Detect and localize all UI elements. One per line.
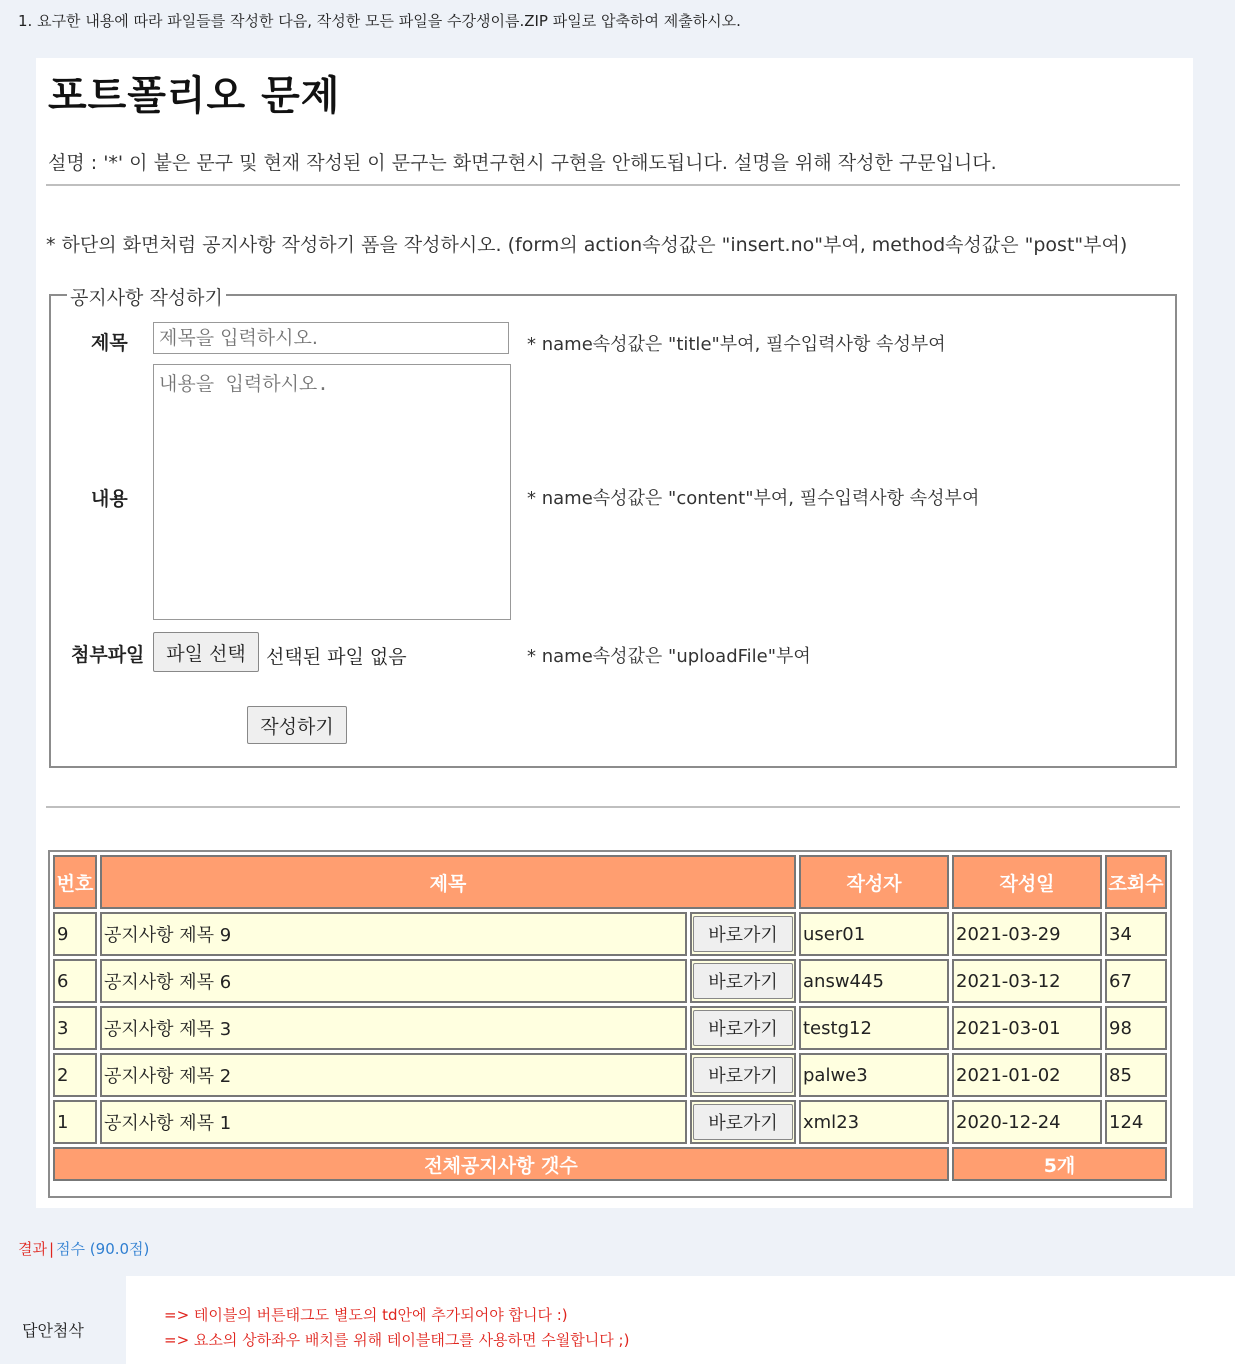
cell-date: 2021-01-02 [952, 1053, 1102, 1097]
content-note: * name속성값은 "content"부여, 필수입력사항 속성부여 [527, 488, 980, 509]
goto-button[interactable]: 바로가기 [693, 1057, 793, 1093]
table-row [53, 1053, 1167, 1097]
divider-top [46, 184, 1180, 186]
cell-date: 2021-03-12 [952, 959, 1102, 1003]
header-no: 번호 [53, 855, 97, 909]
footer-count: 5개 [952, 1147, 1167, 1181]
cell-date: 2021-03-29 [952, 912, 1102, 956]
instruction-text: * 하단의 화면처럼 공지사항 작성하기 폼을 작성하시오. (form의 action속성값은 "insert.no"부여, method속성값은 "post"부여) [46, 234, 1128, 256]
answer-feedback-box [126, 1276, 1235, 1364]
cell-goto [690, 912, 796, 956]
cell-title: 공지사항 제목 3 [100, 1006, 687, 1050]
result-separator: | [48, 1240, 55, 1258]
cell-author: answ445 [799, 959, 949, 1003]
cell-views: 98 [1105, 1006, 1167, 1050]
header-author: 작성자 [799, 855, 949, 909]
score-text: 점수 (90.0점) [56, 1240, 150, 1258]
cell-goto [690, 1100, 796, 1144]
title-input[interactable] [153, 322, 509, 354]
file-note: * name속성값은 "uploadFile"부여 [527, 646, 811, 667]
cell-no: 9 [53, 912, 97, 956]
header-date: 작성일 [952, 855, 1102, 909]
cell-author: user01 [799, 912, 949, 956]
file-select-button[interactable]: 파일 선택 [153, 632, 259, 672]
content-textarea[interactable] [153, 364, 511, 620]
result-label: 결과 [18, 1240, 47, 1258]
question-text: 1. 요구한 내용에 따라 파일들를 작성한 다음, 작성한 모든 파일을 수강생이름.ZIP 파일로 압축하여 제출하시오. [18, 12, 741, 30]
cell-title: 공지사항 제목 9 [100, 912, 687, 956]
goto-button[interactable]: 바로가기 [693, 1010, 793, 1046]
page-title: 포트폴리오 문제 [48, 73, 341, 119]
submit-button[interactable]: 작성하기 [247, 706, 347, 744]
answer-label: 답안첨삭 [22, 1321, 84, 1340]
table-footer-row [53, 1147, 1167, 1181]
cell-no: 6 [53, 959, 97, 1003]
cell-title: 공지사항 제목 2 [100, 1053, 687, 1097]
goto-button[interactable]: 바로가기 [693, 916, 793, 952]
header-views: 조회수 [1105, 855, 1167, 909]
notice-form-fieldset [49, 287, 1177, 768]
content-label: 내용 [91, 488, 128, 510]
header-title: 제목 [100, 855, 796, 909]
problem-panel [36, 58, 1193, 1208]
cell-views: 34 [1105, 912, 1167, 956]
cell-title: 공지사항 제목 1 [100, 1100, 687, 1144]
cell-author: palwe3 [799, 1053, 949, 1097]
notice-table-wrapper [48, 850, 1172, 1198]
cell-goto [690, 1006, 796, 1050]
cell-views: 124 [1105, 1100, 1167, 1144]
goto-button[interactable]: 바로가기 [693, 963, 793, 999]
cell-author: xml23 [799, 1100, 949, 1144]
cell-no: 3 [53, 1006, 97, 1050]
file-label: 첨부파일 [71, 644, 145, 666]
cell-author: testg12 [799, 1006, 949, 1050]
table-row [53, 1100, 1167, 1144]
feedback-line: => 테이블의 버튼태그도 별도의 td안에 추가되어야 합니다 :) [164, 1306, 568, 1324]
description-text: 설명 : '*' 이 붙은 문구 및 현재 작성된 이 문구는 화면구현시 구현을 안해도됩니다. 설명을 위해 작성한 구문입니다. [48, 152, 997, 174]
notice-table [50, 852, 1170, 1184]
footer-label: 전체공지사항 갯수 [53, 1147, 949, 1181]
cell-date: 2020-12-24 [952, 1100, 1102, 1144]
table-row [53, 1006, 1167, 1050]
cell-views: 85 [1105, 1053, 1167, 1097]
table-row [53, 959, 1167, 1003]
cell-goto [690, 959, 796, 1003]
cell-title: 공지사항 제목 6 [100, 959, 687, 1003]
divider-bottom [46, 806, 1180, 808]
goto-button[interactable]: 바로가기 [693, 1104, 793, 1140]
table-header-row [53, 855, 1167, 909]
file-status: 선택된 파일 없음 [266, 646, 407, 668]
result-line [18, 1238, 149, 1259]
cell-no: 2 [53, 1053, 97, 1097]
title-label: 제목 [91, 332, 128, 354]
feedback-line: => 요소의 상하좌우 배치를 위해 테이블태그를 사용하면 수월합니다 ;) [164, 1331, 630, 1349]
title-note: * name속성값은 "title"부여, 필수입력사항 속성부여 [527, 334, 946, 355]
table-row [53, 912, 1167, 956]
cell-no: 1 [53, 1100, 97, 1144]
cell-views: 67 [1105, 959, 1167, 1003]
cell-date: 2021-03-01 [952, 1006, 1102, 1050]
cell-goto [690, 1053, 796, 1097]
form-legend: 공지사항 작성하기 [67, 283, 226, 310]
